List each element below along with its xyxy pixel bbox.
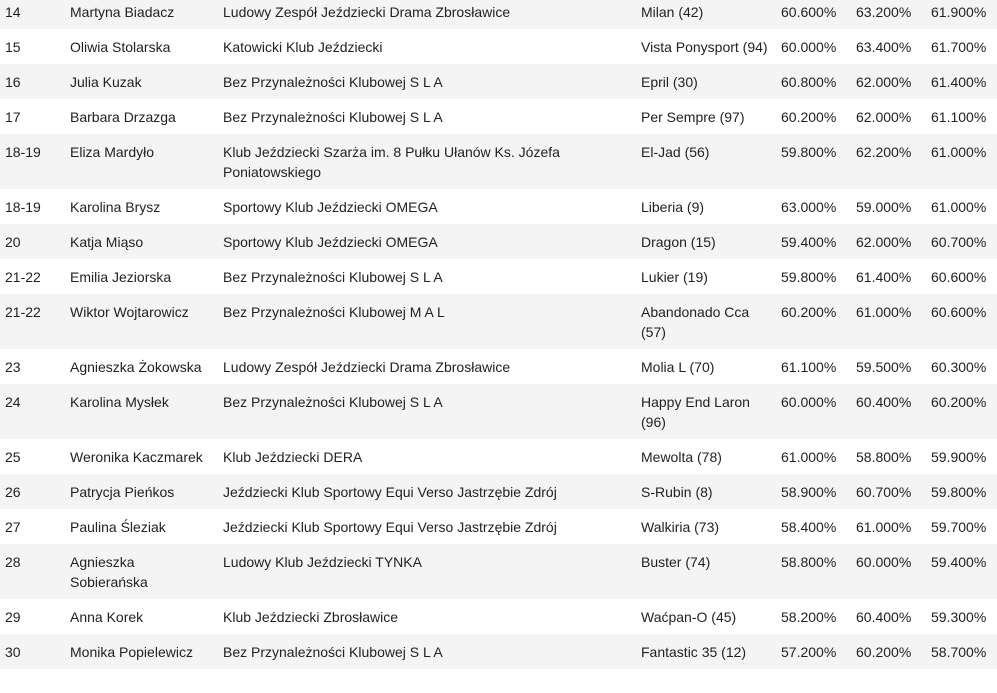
table-row (0, 349, 997, 384)
score-1-cell: 63.000% (776, 189, 851, 224)
horse-name-cell: Mewolta (78) (636, 439, 776, 474)
club-name-cell: Ludowy Klub Jeździecki TYNKA (218, 544, 636, 599)
score-1-cell: 59.800% (776, 259, 851, 294)
score-1-cell: 59.400% (776, 224, 851, 259)
horse-name-cell: Fantastic 35 (12) (636, 634, 776, 669)
table-row (0, 64, 997, 99)
score-1-cell: 58.200% (776, 599, 851, 634)
score-final-cell: 60.600% (926, 294, 997, 349)
club-name-cell: Ludowy Zespół Jeździecki Drama Zbrosławice (218, 349, 636, 384)
horse-name-cell: Vista Ponysport (94) (636, 29, 776, 64)
table-row (0, 474, 997, 509)
score-final-cell: 59.900% (926, 439, 997, 474)
place-cell: 18-19 (0, 189, 65, 224)
horse-name-cell: Abandonado Cca (57) (636, 294, 776, 349)
club-name-cell: Bez Przynależności Klubowej S L A (218, 64, 636, 99)
table-row (0, 294, 997, 349)
score-1-cell: 57.200% (776, 634, 851, 669)
club-name-cell: Sportowy Klub Jeździecki OMEGA (218, 224, 636, 259)
place-cell: 23 (0, 349, 65, 384)
horse-name-cell: Milan (42) (636, 0, 776, 29)
rider-name-cell: Emilia Jeziorska (65, 259, 218, 294)
score-final-cell: 59.700% (926, 509, 997, 544)
club-name-cell: Bez Przynależności Klubowej S L A (218, 634, 636, 669)
table-row (0, 599, 997, 634)
score-final-cell: 61.000% (926, 189, 997, 224)
score-2-cell: 60.400% (851, 599, 926, 634)
score-2-cell: 60.200% (851, 634, 926, 669)
score-final-cell: 59.400% (926, 544, 997, 599)
horse-name-cell: Per Sempre (97) (636, 99, 776, 134)
rider-name-cell: Barbara Drzazga (65, 99, 218, 134)
score-2-cell: 58.800% (851, 439, 926, 474)
club-name-cell: Bez Przynależności Klubowej S L A (218, 99, 636, 134)
score-2-cell: 63.400% (851, 29, 926, 64)
place-cell: 16 (0, 64, 65, 99)
score-final-cell: 59.800% (926, 474, 997, 509)
table-row (0, 224, 997, 259)
club-name-cell: Jeździecki Klub Sportowy Equi Verso Jastrzębie Zdrój (218, 509, 636, 544)
table-row (0, 634, 997, 669)
score-2-cell: 61.000% (851, 509, 926, 544)
score-final-cell: 59.300% (926, 599, 997, 634)
score-1-cell: 60.200% (776, 294, 851, 349)
place-cell: 21-22 (0, 294, 65, 349)
place-cell: 27 (0, 509, 65, 544)
score-final-cell: 60.200% (926, 384, 997, 439)
score-2-cell: 59.000% (851, 189, 926, 224)
score-1-cell: 61.000% (776, 439, 851, 474)
score-1-cell: 60.600% (776, 0, 851, 29)
rider-name-cell: Karolina Brysz (65, 189, 218, 224)
rider-name-cell: Julia Kuzak (65, 64, 218, 99)
score-1-cell: 61.100% (776, 349, 851, 384)
score-1-cell: 58.800% (776, 544, 851, 599)
rider-name-cell: Eliza Mardyło (65, 134, 218, 189)
table-row (0, 384, 997, 439)
score-1-cell: 58.400% (776, 509, 851, 544)
horse-name-cell: Waćpan-O (45) (636, 599, 776, 634)
table-row (0, 509, 997, 544)
club-name-cell: Bez Przynależności Klubowej S L A (218, 384, 636, 439)
score-2-cell: 61.000% (851, 294, 926, 349)
score-final-cell: 61.100% (926, 99, 997, 134)
score-final-cell: 61.000% (926, 134, 997, 189)
rider-name-cell: Agnieszka Żokowska (65, 349, 218, 384)
table-row (0, 189, 997, 224)
horse-name-cell: Walkiria (73) (636, 509, 776, 544)
table-row (0, 439, 997, 474)
table-row (0, 544, 997, 599)
horse-name-cell: El-Jad (56) (636, 134, 776, 189)
horse-name-cell: Happy End Laron (96) (636, 384, 776, 439)
score-2-cell: 62.000% (851, 224, 926, 259)
score-final-cell: 60.600% (926, 259, 997, 294)
place-cell: 30 (0, 634, 65, 669)
rider-name-cell: Agnieszka Sobierańska (65, 544, 218, 599)
club-name-cell: Katowicki Klub Jeździecki (218, 29, 636, 64)
score-2-cell: 60.400% (851, 384, 926, 439)
score-2-cell: 59.500% (851, 349, 926, 384)
horse-name-cell: Buster (74) (636, 544, 776, 599)
rider-name-cell: Monika Popielewicz (65, 634, 218, 669)
club-name-cell: Bez Przynależności Klubowej S L A (218, 259, 636, 294)
rider-name-cell: Karolina Mysłek (65, 384, 218, 439)
score-final-cell: 60.700% (926, 224, 997, 259)
place-cell: 26 (0, 474, 65, 509)
rider-name-cell: Katja Miąso (65, 224, 218, 259)
place-cell: 14 (0, 0, 65, 29)
rider-name-cell: Patrycja Pieńkos (65, 474, 218, 509)
horse-name-cell: Lukier (19) (636, 259, 776, 294)
table-row (0, 29, 997, 64)
score-final-cell: 61.700% (926, 29, 997, 64)
place-cell: 20 (0, 224, 65, 259)
score-2-cell: 61.400% (851, 259, 926, 294)
place-cell: 29 (0, 599, 65, 634)
place-cell: 15 (0, 29, 65, 64)
rider-name-cell: Wiktor Wojtarowicz (65, 294, 218, 349)
place-cell: 24 (0, 384, 65, 439)
score-1-cell: 59.800% (776, 134, 851, 189)
score-2-cell: 62.200% (851, 134, 926, 189)
table-row (0, 99, 997, 134)
score-final-cell: 61.400% (926, 64, 997, 99)
club-name-cell: Klub Jeździecki Szarża im. 8 Pułku Ułanów Ks. Józefa Poniatowskiego (218, 134, 636, 189)
score-1-cell: 58.900% (776, 474, 851, 509)
club-name-cell: Ludowy Zespół Jeździecki Drama Zbrosławice (218, 0, 636, 29)
horse-name-cell: S-Rubin (8) (636, 474, 776, 509)
score-1-cell: 60.200% (776, 99, 851, 134)
horse-name-cell: Epril (30) (636, 64, 776, 99)
table-row (0, 259, 997, 294)
rider-name-cell: Martyna Biadacz (65, 0, 218, 29)
score-2-cell: 60.000% (851, 544, 926, 599)
place-cell: 21-22 (0, 259, 65, 294)
rider-name-cell: Paulina Śleziak (65, 509, 218, 544)
place-cell: 28 (0, 544, 65, 599)
place-cell: 18-19 (0, 134, 65, 189)
horse-name-cell: Liberia (9) (636, 189, 776, 224)
club-name-cell: Sportowy Klub Jeździecki OMEGA (218, 189, 636, 224)
place-cell: 25 (0, 439, 65, 474)
score-2-cell: 62.000% (851, 99, 926, 134)
club-name-cell: Bez Przynależności Klubowej M A L (218, 294, 636, 349)
rider-name-cell: Oliwia Stolarska (65, 29, 218, 64)
club-name-cell: Klub Jeździecki Zbrosławice (218, 599, 636, 634)
horse-name-cell: Molia L (70) (636, 349, 776, 384)
rider-name-cell: Anna Korek (65, 599, 218, 634)
score-2-cell: 63.200% (851, 0, 926, 29)
score-2-cell: 60.700% (851, 474, 926, 509)
table-row (0, 0, 997, 29)
score-2-cell: 62.000% (851, 64, 926, 99)
club-name-cell: Klub Jeździecki DERA (218, 439, 636, 474)
score-final-cell: 58.700% (926, 634, 997, 669)
place-cell: 17 (0, 99, 65, 134)
club-name-cell: Jeździecki Klub Sportowy Equi Verso Jastrzębie Zdrój (218, 474, 636, 509)
score-final-cell: 61.900% (926, 0, 997, 29)
score-1-cell: 60.000% (776, 384, 851, 439)
score-final-cell: 60.300% (926, 349, 997, 384)
horse-name-cell: Dragon (15) (636, 224, 776, 259)
score-1-cell: 60.800% (776, 64, 851, 99)
rider-name-cell: Weronika Kaczmarek (65, 439, 218, 474)
table-row (0, 134, 997, 189)
score-1-cell: 60.000% (776, 29, 851, 64)
